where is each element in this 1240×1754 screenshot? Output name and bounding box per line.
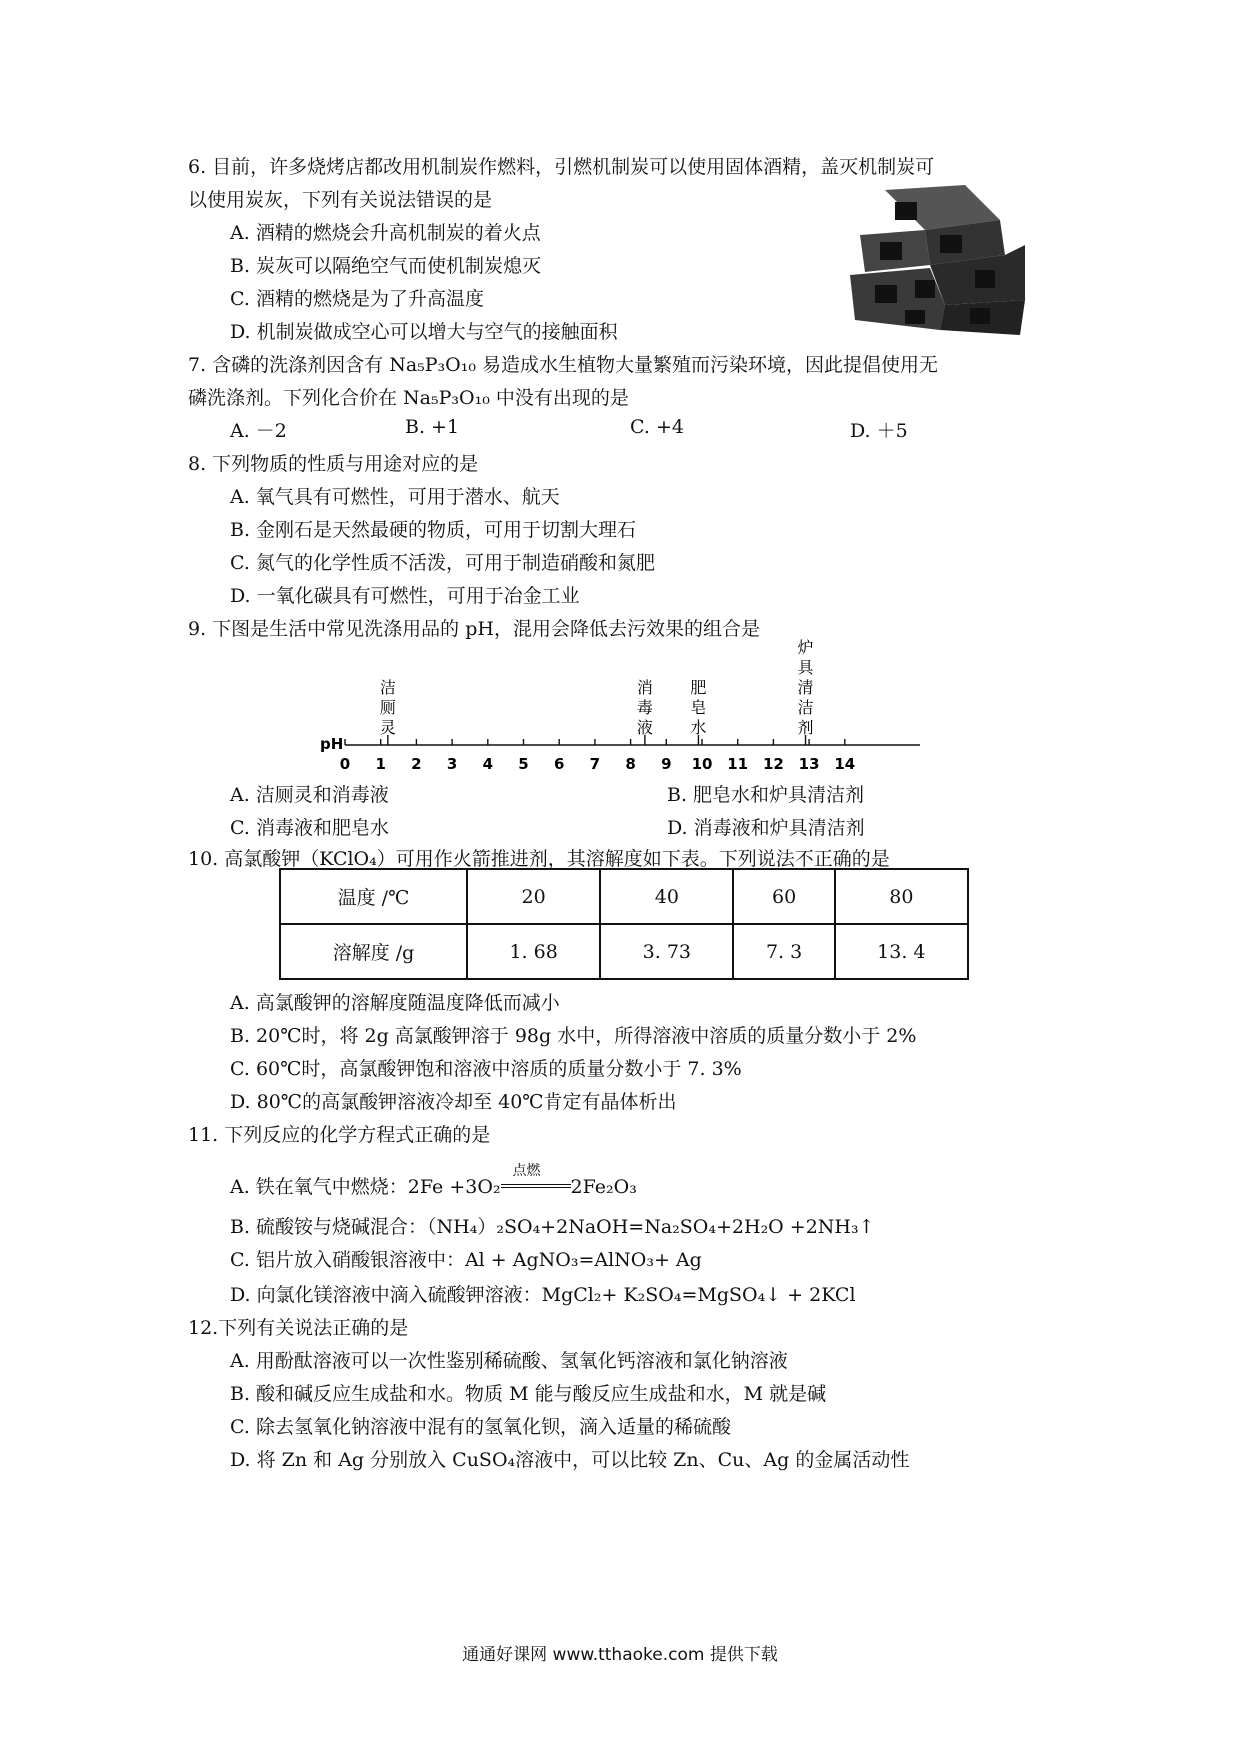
svg-text:厕: 厕 bbox=[379, 698, 396, 717]
ph-product-label bbox=[637, 678, 653, 745]
q12-stem: 12.下列有关说法正确的是 bbox=[188, 1317, 409, 1339]
ph-product-label bbox=[798, 638, 815, 745]
ph-tick-label: 1 bbox=[375, 755, 386, 773]
temperature-cell: 60 bbox=[733, 869, 834, 924]
ph-tick-label: 6 bbox=[553, 755, 565, 773]
ph-tick-label: 11 bbox=[727, 755, 749, 773]
solubility-cell: 7. 3 bbox=[733, 924, 834, 979]
ph-tick-label: 14 bbox=[834, 755, 856, 773]
ph-tick-label: 4 bbox=[482, 755, 494, 773]
q9-option-d: D. 消毒液和炉具清洁剂 bbox=[667, 817, 865, 839]
q9-stem: 9. 下图是生活中常见洗涤用品的 pH，混用会降低去污效果的组合是 bbox=[188, 618, 760, 640]
svg-text:消: 消 bbox=[636, 678, 653, 697]
q11-option-d: D. 向氯化镁溶液中滴入硫酸钾溶液：MgCl₂+ K₂SO₄=MgSO₄↓ + 2KCl bbox=[230, 1284, 856, 1306]
temperature-header: 温度 /℃ bbox=[280, 869, 467, 924]
ph-tick-label: 12 bbox=[762, 755, 784, 773]
q8-option-b: B. 金刚石是天然最硬的物质，可用于切割大理石 bbox=[230, 519, 637, 541]
svg-text:肥: 肥 bbox=[690, 678, 707, 697]
ph-tick-label: 8 bbox=[625, 755, 636, 773]
q11-a-products: 2Fe₂O₃ bbox=[570, 1176, 637, 1198]
solubility-cell: 13. 4 bbox=[835, 924, 968, 979]
q10-option-c: C. 60℃时，高氯酸钾饱和溶液中溶质的质量分数小于 7. 3% bbox=[230, 1058, 742, 1080]
page-footer: 通通好课网 www.tthaoke.com 提供下载 bbox=[462, 1645, 778, 1665]
q7-option-b: B. +1 bbox=[405, 416, 460, 438]
ph-axis-label: pH bbox=[320, 735, 344, 753]
temperature-row bbox=[280, 869, 968, 924]
ph-tick-label: 9 bbox=[661, 755, 672, 773]
q10-option-a: A. 高氯酸钾的溶解度随温度降低而减小 bbox=[230, 992, 560, 1014]
solubility-cell: 1. 68 bbox=[467, 924, 600, 979]
ph-tick-label: 3 bbox=[446, 755, 458, 773]
ph-tick-label: 13 bbox=[798, 755, 820, 773]
charcoal-briquettes-image bbox=[845, 180, 1030, 340]
temperature-cell: 40 bbox=[600, 869, 733, 924]
q7-option-d: D. ＋5 bbox=[850, 420, 908, 442]
q12-option-c: C. 除去氢氧化钠溶液中混有的氢氧化钡，滴入适量的稀硫酸 bbox=[230, 1416, 731, 1438]
ph-scale-diagram bbox=[315, 638, 935, 773]
ph-product-label bbox=[380, 678, 396, 745]
q12-option-d: D. 将 Zn 和 Ag 分别放入 CuSO₄溶液中，可以比较 Zn、Cu、Ag 的金属活动性 bbox=[230, 1449, 910, 1471]
svg-text:水: 水 bbox=[690, 718, 707, 737]
q7-option-a: A. －2 bbox=[230, 420, 287, 442]
ph-product-label bbox=[690, 678, 706, 745]
q11-a-condition: 点燃 bbox=[512, 1163, 541, 1179]
q9-option-b: B. 肥皂水和炉具清洁剂 bbox=[667, 784, 865, 806]
q12-option-b: B. 酸和碱反应生成盐和水。物质 M 能与酸反应生成盐和水，M 就是碱 bbox=[230, 1383, 827, 1405]
ph-tick-label: 5 bbox=[518, 755, 529, 773]
ph-tick-label: 7 bbox=[589, 755, 601, 773]
ph-tick-label: 10 bbox=[691, 755, 713, 773]
svg-text:洁: 洁 bbox=[379, 678, 396, 697]
q7-option-c: C. +4 bbox=[630, 416, 684, 438]
q7-stem-line2: 磷洗涤剂。下列化合价在 Na₅P₃O₁₀ 中没有出现的是 bbox=[188, 387, 629, 409]
q11-a-reactants: A. 铁在氧气中燃烧：2Fe +3O₂ bbox=[230, 1176, 501, 1198]
q12-option-a: A. 用酚酞溶液可以一次性鉴别稀硫酸、氢氧化钙溶液和氯化钠溶液 bbox=[230, 1350, 788, 1372]
q11-option-c: C. 铝片放入硝酸银溶液中：Al + AgNO₃=AlNO₃+ Ag bbox=[230, 1249, 702, 1271]
q10-option-b: B. 20℃时，将 2g 高氯酸钾溶于 98g 水中，所得溶液中溶质的质量分数小于 2% bbox=[230, 1025, 917, 1047]
q6-stem-line1: 6. 目前，许多烧烤店都改用机制炭作燃料，引燃机制炭可以使用固体酒精，盖灭机制炭可 bbox=[188, 156, 935, 178]
q10-stem: 10. 高氯酸钾（KClO₄）可用作火箭推进剂，其溶解度如下表。下列说法不正确的是 bbox=[188, 848, 890, 870]
q9-option-c: C. 消毒液和肥皂水 bbox=[230, 817, 389, 839]
ph-tick-label: 2 bbox=[411, 755, 422, 773]
svg-text:皂: 皂 bbox=[690, 698, 707, 717]
temperature-cell: 20 bbox=[467, 869, 600, 924]
q6-option-d: D. 机制炭做成空心可以增大与空气的接触面积 bbox=[230, 321, 618, 343]
reaction-condition-arrow bbox=[501, 1163, 571, 1198]
q6-option-a: A. 酒精的燃烧会升高机制炭的着火点 bbox=[230, 222, 541, 244]
q8-stem: 8. 下列物质的性质与用途对应的是 bbox=[188, 453, 479, 475]
q6-stem-line2: 以使用炭灰，下列有关说法错误的是 bbox=[188, 189, 493, 211]
q7-stem-line1: 7. 含磷的洗涤剂因含有 Na₅P₃O₁₀ 易造成水生植物大量繁殖而污染环境，因此提倡使用无 bbox=[188, 354, 939, 376]
solubility-row bbox=[280, 924, 968, 979]
svg-text:炉: 炉 bbox=[797, 638, 814, 657]
svg-text:液: 液 bbox=[636, 718, 653, 737]
temperature-cell: 80 bbox=[835, 869, 968, 924]
q6-option-c: C. 酒精的燃烧是为了升高温度 bbox=[230, 288, 484, 310]
q11-option-a bbox=[230, 1163, 637, 1199]
solubility-header: 溶解度 /g bbox=[280, 924, 467, 979]
q11-stem: 11. 下列反应的化学方程式正确的是 bbox=[188, 1124, 491, 1146]
solubility-cell: 3. 73 bbox=[600, 924, 733, 979]
svg-text:剂: 剂 bbox=[797, 718, 814, 737]
q9-option-a: A. 洁厕灵和消毒液 bbox=[230, 784, 389, 806]
q8-option-c: C. 氮气的化学性质不活泼，可用于制造硝酸和氮肥 bbox=[230, 552, 655, 574]
q8-option-d: D. 一氧化碳具有可燃性，可用于冶金工业 bbox=[230, 585, 580, 607]
q6-option-b: B. 炭灰可以隔绝空气而使机制炭熄灭 bbox=[230, 255, 542, 277]
ph-tick-label: 0 bbox=[339, 755, 351, 773]
svg-text:灵: 灵 bbox=[379, 718, 396, 737]
q10-option-d: D. 80℃的高氯酸钾溶液冷却至 40℃肯定有晶体析出 bbox=[230, 1091, 677, 1113]
q7-options-row bbox=[230, 416, 990, 442]
solubility-table bbox=[279, 868, 969, 980]
svg-text:清: 清 bbox=[797, 678, 814, 697]
svg-text:毒: 毒 bbox=[636, 698, 653, 717]
svg-text:洁: 洁 bbox=[797, 698, 814, 717]
svg-text:具: 具 bbox=[797, 658, 814, 677]
q8-option-a: A. 氧气具有可燃性，可用于潜水、航天 bbox=[230, 486, 560, 508]
q11-option-b: B. 硫酸铵与烧碱混合：（NH₄）₂SO₄+2NaOH=Na₂SO₄+2H₂O +2NH₃↑ bbox=[230, 1216, 875, 1238]
